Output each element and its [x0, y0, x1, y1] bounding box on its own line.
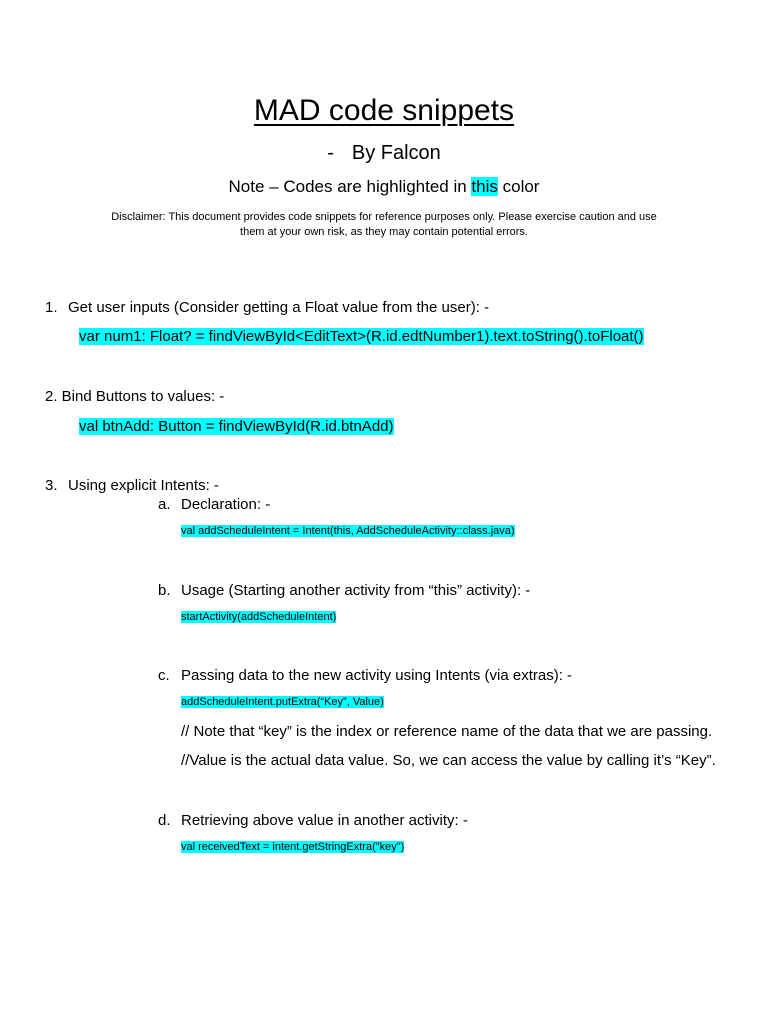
disclaimer-line-2: them at your own risk, as they may contain potential errors.	[240, 226, 528, 238]
subsection-a-letter: a.	[158, 496, 171, 513]
subsection-b-heading	[158, 582, 530, 599]
section-1-code	[79, 328, 644, 345]
subsection-d-heading-text: Retrieving above value in another activity: -	[181, 812, 468, 829]
subsection-d-code	[181, 841, 404, 853]
subsection-a-heading-text: Declaration: -	[181, 496, 271, 513]
section-3-heading	[45, 477, 219, 494]
highlight-note	[0, 177, 768, 197]
page-title: MAD code snippets	[253, 94, 515, 127]
subsection-b-letter: b.	[158, 582, 171, 599]
section-2-heading: 2. Bind Buttons to values: -	[45, 388, 225, 405]
subsection-c-code	[181, 696, 384, 708]
section-3-heading-text: Using explicit Intents: -	[68, 477, 219, 494]
section-2-code	[79, 418, 394, 435]
subsection-d-code-text: val receivedText = intent.getStringExtra("key")	[181, 841, 405, 853]
section-1-number: 1.	[45, 299, 58, 316]
subsection-c-letter: c.	[158, 667, 170, 684]
section-1-code-text: var num1: Float? = findViewById<EditText>(R.id.edtNumber1).text.toString().toFloat()	[79, 328, 644, 345]
section-3-number: 3.	[45, 477, 58, 494]
subsection-a-code	[181, 525, 515, 537]
byline-author: By Falcon	[351, 142, 441, 164]
subsection-c-code-text: addScheduleIntent.putExtra(“Key”, Value)	[181, 696, 384, 708]
disclaimer	[0, 210, 768, 240]
section-1-heading	[45, 299, 489, 316]
subsection-b-code	[181, 611, 336, 623]
subsection-d-heading	[158, 812, 468, 829]
disclaimer-line-1: Disclaimer: This document provides code snippets for reference purposes only. Please exercise caution and use	[111, 211, 657, 223]
note-highlight-sample: this	[471, 177, 498, 196]
byline-dash: -	[327, 142, 334, 164]
subsection-a-heading	[158, 496, 270, 513]
subsection-a-code-text: val addScheduleIntent = Intent(this, AddScheduleActivity::class.java)	[181, 525, 515, 537]
note-suffix: color	[497, 177, 540, 196]
note-prefix: Note – Codes are highlighted in	[228, 177, 472, 196]
section-1-heading-text: Get user inputs (Consider getting a Float value from the user): -	[68, 299, 490, 316]
subsection-b-heading-text: Usage (Starting another activity from “this” activity): -	[181, 582, 531, 599]
subsection-c-comment-2: //Value is the actual data value. So, we can access the value by calling it’s “Key”.	[181, 752, 716, 769]
subsection-d-letter: d.	[158, 812, 171, 829]
subsection-c-comment-1: // Note that “key” is the index or reference name of the data that we are passing.	[181, 723, 713, 740]
section-2-code-text: val btnAdd: Button = findViewById(R.id.btnAdd)	[79, 418, 394, 435]
subsection-b-code-text: startActivity(addScheduleIntent)	[181, 611, 337, 623]
byline	[0, 142, 768, 165]
subsection-c-heading	[158, 667, 572, 684]
subsection-c-heading-text: Passing data to the new activity using Intents (via extras): -	[181, 667, 573, 684]
